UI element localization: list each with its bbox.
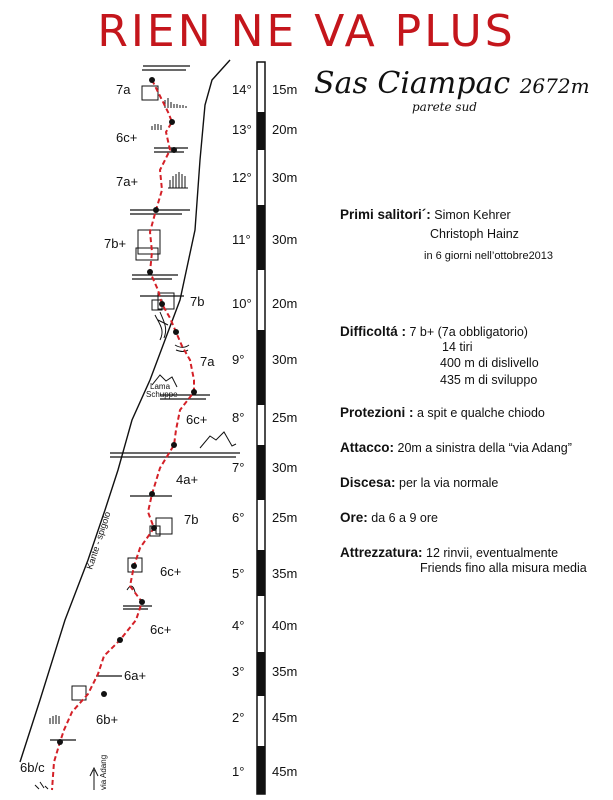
- pitch-length: 20m: [272, 122, 298, 137]
- pitch-number: 2°: [232, 710, 245, 725]
- pitch-number: 8°: [232, 410, 245, 425]
- scale-segment: [257, 330, 265, 405]
- difficulty: [340, 325, 528, 339]
- scale-segment: [257, 746, 265, 794]
- protection-label: Protezioni :: [340, 405, 414, 420]
- pitch-grade: 6c+: [160, 564, 182, 579]
- pitch-number: 7°: [232, 460, 245, 475]
- pitch-number: 10°: [232, 296, 252, 311]
- pitch-grade: 7b+: [104, 236, 127, 251]
- scale-bar-segments: [257, 112, 265, 794]
- pitch-length: 35m: [272, 664, 298, 679]
- difficulty-length: 435 m di sviluppo: [440, 373, 538, 387]
- lama-label: Lama: [150, 382, 171, 391]
- scale-segment: [257, 205, 265, 270]
- descent: [340, 476, 498, 490]
- pitch-length: 15m: [272, 82, 298, 97]
- difficulty-height: 400 m di dislivello: [440, 356, 539, 370]
- pitch-length: 30m: [272, 460, 298, 475]
- gear: [340, 546, 558, 560]
- pitch-grade: 7a+: [116, 174, 139, 189]
- peak-altitude: 2672m: [519, 74, 590, 98]
- hours-label: Ore:: [340, 510, 368, 525]
- gear-line-2: Friends fino alla misura media: [420, 561, 587, 575]
- face-label: parete sud: [412, 100, 477, 114]
- schuppe-label: Schuppe: [146, 390, 178, 399]
- approach-value: 20m a sinistra della “via Adang”: [397, 441, 572, 455]
- pitch-number: 11°: [232, 232, 251, 247]
- pitch-grade: 7b: [190, 294, 205, 309]
- pitch-grade: 7b: [184, 512, 199, 527]
- crack-features: [35, 98, 236, 789]
- cliff-outline: [20, 60, 230, 762]
- scale-segment: [257, 112, 265, 150]
- pitch-grade: 6b+: [96, 712, 119, 727]
- first-ascent: [340, 208, 511, 222]
- pitch-grade: 6c+: [116, 130, 138, 145]
- first-ascent-label: Primi salitori´:: [340, 207, 431, 222]
- pitch-grade: 6a+: [124, 668, 147, 683]
- pitch-number: 4°: [232, 618, 245, 633]
- pitch-length: 35m: [272, 566, 298, 581]
- pitch-length: 30m: [272, 232, 298, 247]
- approach: [340, 441, 572, 455]
- pitch-length: 40m: [272, 618, 298, 633]
- pitch-grade: 6c+: [186, 412, 208, 427]
- pitch-number: 6°: [232, 510, 245, 525]
- protection-value: a spit e qualche chiodo: [416, 406, 545, 420]
- peak-heading: [314, 66, 590, 101]
- pitch-number: 9°: [232, 352, 245, 367]
- pitch-length: 45m: [272, 764, 298, 779]
- difficulty-grade: 7 b+ (7a obbligatorio): [409, 325, 528, 339]
- hours: [340, 511, 438, 525]
- pitch-number: 13°: [232, 122, 252, 137]
- pitch-grade: 6b/c: [20, 760, 45, 775]
- first-ascent-name-2: Christoph Hainz: [430, 227, 519, 241]
- difficulty-pitches: 14 tiri: [442, 340, 473, 354]
- pitch-grade: 6c+: [150, 622, 172, 637]
- pitch-number: 1°: [232, 764, 245, 779]
- pitch-number: 5°: [232, 566, 245, 581]
- pitch-length: 30m: [272, 352, 298, 367]
- pitch-length: 30m: [272, 170, 298, 185]
- pitch-grade: 4a+: [176, 472, 199, 487]
- pitch-grade: 7a: [116, 82, 131, 97]
- hours-value: da 6 a 9 ore: [371, 511, 438, 525]
- scale-segment: [257, 652, 265, 696]
- difficulty-label: Difficoltá :: [340, 324, 406, 339]
- scale-segment: [257, 445, 265, 500]
- pitch-number: 3°: [232, 664, 245, 679]
- first-ascent-date: in 6 giorni nell’ottobre2013: [424, 250, 554, 262]
- peak-name: Sas Ciampac: [314, 66, 511, 101]
- gear-line-1: 12 rinvii, eventualmente: [426, 546, 559, 560]
- adang-arrow: [90, 768, 98, 790]
- descent-label: Discesa:: [340, 475, 396, 490]
- gear-label: Attrezzatura:: [340, 545, 423, 560]
- ledges: [50, 66, 240, 740]
- pitch-length: 20m: [272, 296, 298, 311]
- protection: [340, 406, 545, 420]
- pitch-number: 14°: [232, 82, 252, 97]
- adang-label: via Adang: [99, 754, 108, 790]
- pitch-length: 25m: [272, 410, 298, 425]
- kante-label: Kante - spigolo: [84, 510, 113, 571]
- descent-value: per la via normale: [399, 476, 499, 490]
- route-title: RIEN NE VA PLUS: [97, 6, 516, 57]
- pitch-length: 45m: [272, 710, 298, 725]
- pitch-grade: 7a: [200, 354, 215, 369]
- pitch-number: 12°: [232, 170, 252, 185]
- pitch-length: 25m: [272, 510, 298, 525]
- first-ascent-name-1: Simon Kehrer: [434, 208, 511, 222]
- scale-segment: [257, 550, 265, 596]
- approach-label: Attacco:: [340, 440, 395, 455]
